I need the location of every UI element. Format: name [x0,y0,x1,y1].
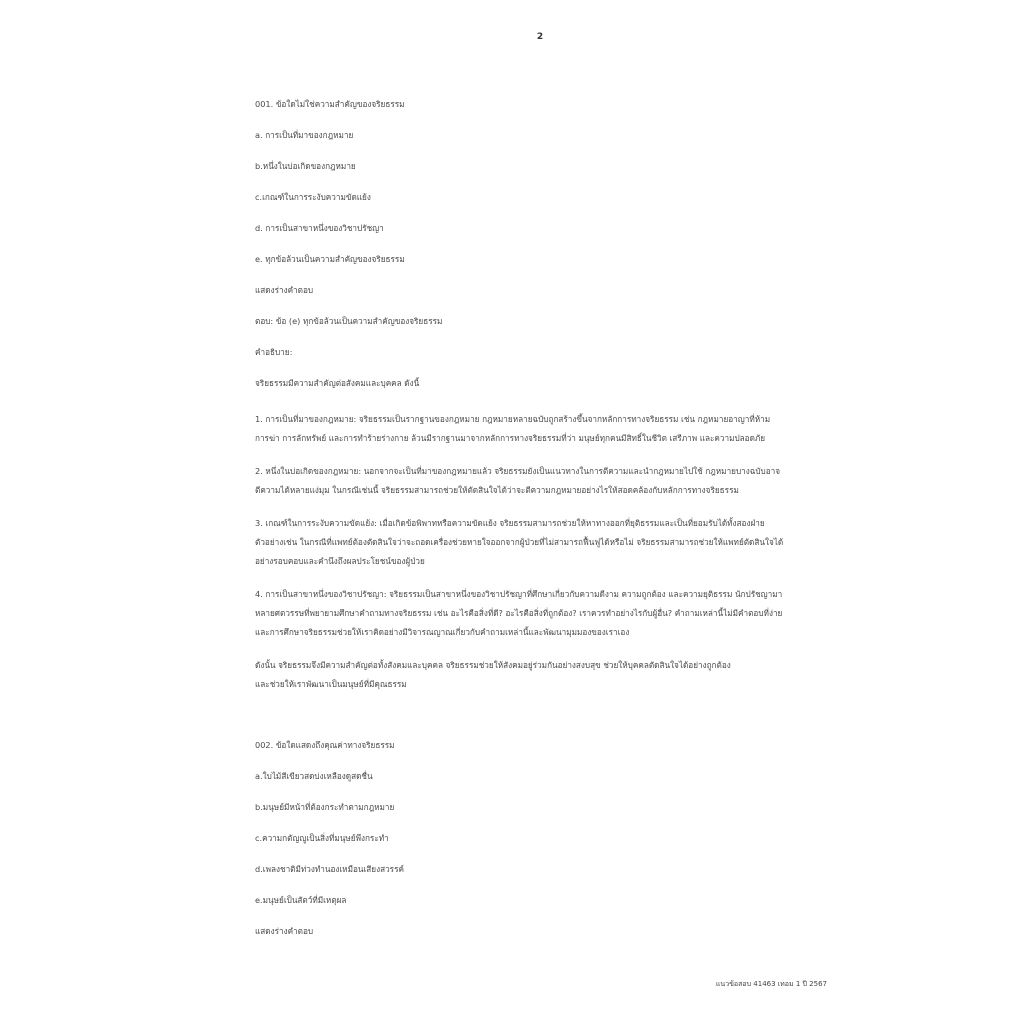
paragraph-line: และการศึกษาจริยธรรมช่วยให้เราคิดอย่างมีวิจารณญาณเกี่ยวกับคำถามเหล่านี้และพัฒนามุมมองของเราเอง [255,627,630,637]
question-002 [255,741,830,958]
question-title: 001. ข้อใดไม่ใช่ความสำคัญของจริยธรรม [255,99,405,109]
question-title: 002. ข้อใดแสดงถึงคุณค่าทางจริยธรรม [255,740,395,750]
option-d: d. การเป็นสาขาหนึ่งของวิชาปรัชญา [255,223,384,233]
paragraph-line: และช่วยให้เราพัฒนาเป็นมนุษย์ที่มีคุณธรรม [255,679,407,689]
paragraph-line: ตีความได้หลายแง่มุม ในกรณีเช่นนี้ จริยธรรมสามารถช่วยให้ตัดสินใจได้ว่าจะตีความกฎหมายอย่างไรให้สอดคล้องกับหลักการทางจริยธรรม [255,485,739,495]
explanation-paragraph [255,585,830,642]
paragraph-line: ตัวอย่างเช่น ในกรณีที่แพทย์ต้องตัดสินใจว่าจะถอดเครื่องช่วยหายใจออกจากผู้ป่วยที่ไม่สามารถฟื้นฟูได้หรือไม่ จริยธรรมสามารถช่วยให้แพทย์ตัดสินใจได้ [255,537,784,547]
explanation-conclusion [255,656,830,694]
question-001 [255,100,830,694]
explanation-paragraph [255,514,830,571]
explanation-label: คำอธิบาย: [255,347,293,357]
paragraph-line: 4. การเป็นสาขาหนึ่งของวิชาปรัชญา: จริยธรรมเป็นสาขาหนึ่งของวิชาปรัชญาที่ศึกษาเกี่ยวกับความดีงาม ความถูกต้อง และความยุติธรรม นักปรัชญามา [255,589,783,599]
show-answer-link[interactable]: แสดงร่างคำตอบ [255,926,314,936]
explanation-paragraph [255,410,830,448]
page-number: 2 [536,32,544,42]
option-b: b.หนึ่งในบ่อเกิดของกฎหมาย [255,161,356,171]
paragraph-line: การฆ่า การลักทรัพย์ และการทำร้ายร่างกาย ล้วนมีรากฐานมาจากหลักการทางจริยธรรมที่ว่า มนุษย์ทุกคนมีสิทธิ์ในชีวิต เสรีภาพ และความปลอดภัย [255,433,766,443]
explanation-paragraph [255,462,830,500]
option-c: c.ความกตัญญูเป็นสิ่งที่มนุษย์พึงกระทำ [255,833,389,843]
option-e: e. ทุกข้อล้วนเป็นความสำคัญของจริยธรรม [255,254,405,264]
option-a: a.ใบไม้สีเขียวสดบ่งเหลืองดูสดชื่น [255,771,373,781]
paragraph-line: อย่างรอบคอบและคำนึงถึงผลประโยชน์ของผู้ป่วย [255,556,425,566]
option-a: a. การเป็นที่มาของกฎหมาย [255,130,354,140]
document-body [255,100,830,958]
section-spacer [255,708,830,741]
option-e: e.มนุษย์เป็นสัตว์ที่มีเหตุผล [255,895,347,905]
option-b: b.มนุษย์มีหน้าที่ต้องกระทำตามกฎหมาย [255,802,395,812]
explanation-intro: จริยธรรมมีความสำคัญต่อสังคมและบุคคล ดังนี้ [255,378,420,388]
paragraph-line: 2. หนึ่งในบ่อเกิดของกฎหมาย: นอกจากจะเป็นที่มาของกฎหมายแล้ว จริยธรรมยังเป็นแนวทางในการตีความและนำกฎหมายไปใช้ กฎหมายบางฉบับอาจ [255,466,781,476]
paragraph-line: 3. เกณฑ์ในการระงับความขัดแย้ง: เมื่อเกิดข้อพิพาทหรือความขัดแย้ง จริยธรรมสามารถช่วยให้หาทางออกที่ยุติธรรมและเป็นที่ยอมรับได้ทั้งสองฝ่าย [255,518,765,528]
show-answer-link[interactable]: แสดงร่างคำตอบ [255,285,314,295]
paragraph-line: 1. การเป็นที่มาของกฎหมาย: จริยธรรมเป็นรากฐานของกฎหมาย กฎหมายหลายฉบับถูกสร้างขึ้นจากหลักการทางจริยธรรม เช่น กฎหมายอาญาที่ห้าม [255,414,771,424]
answer-text: ตอบ: ข้อ (e) ทุกข้อล้วนเป็นความสำคัญของจริยธรรม [255,316,443,326]
paragraph-line: หลายศตวรรษที่พยายามศึกษาคำถามทางจริยธรรม เช่น อะไรคือสิ่งที่ดี? อะไรคือสิ่งที่ถูกต้อง? เราควรทำอย่างไรกับผู้อื่น? คำถามเหล่านี้ไม่มีคำตอบที่ง่าย [255,608,783,618]
option-c: c.เกณฑ์ในการระงับความขัดแย้ง [255,192,371,202]
option-d: d.เพลงชาติมีท่วงทำนองเหมือนเสียงสวรรค์ [255,864,404,874]
page-footer: แนวข้อสอบ 41463 เทอม 1 ปี 2567 [715,980,827,988]
paragraph-line: ดังนั้น จริยธรรมจึงมีความสำคัญต่อทั้งสังคมและบุคคล จริยธรรมช่วยให้สังคมอยู่ร่วมกันอย่างสงบสุข ช่วยให้บุคคลตัดสินใจได้อย่างถูกต้อง [255,660,731,670]
